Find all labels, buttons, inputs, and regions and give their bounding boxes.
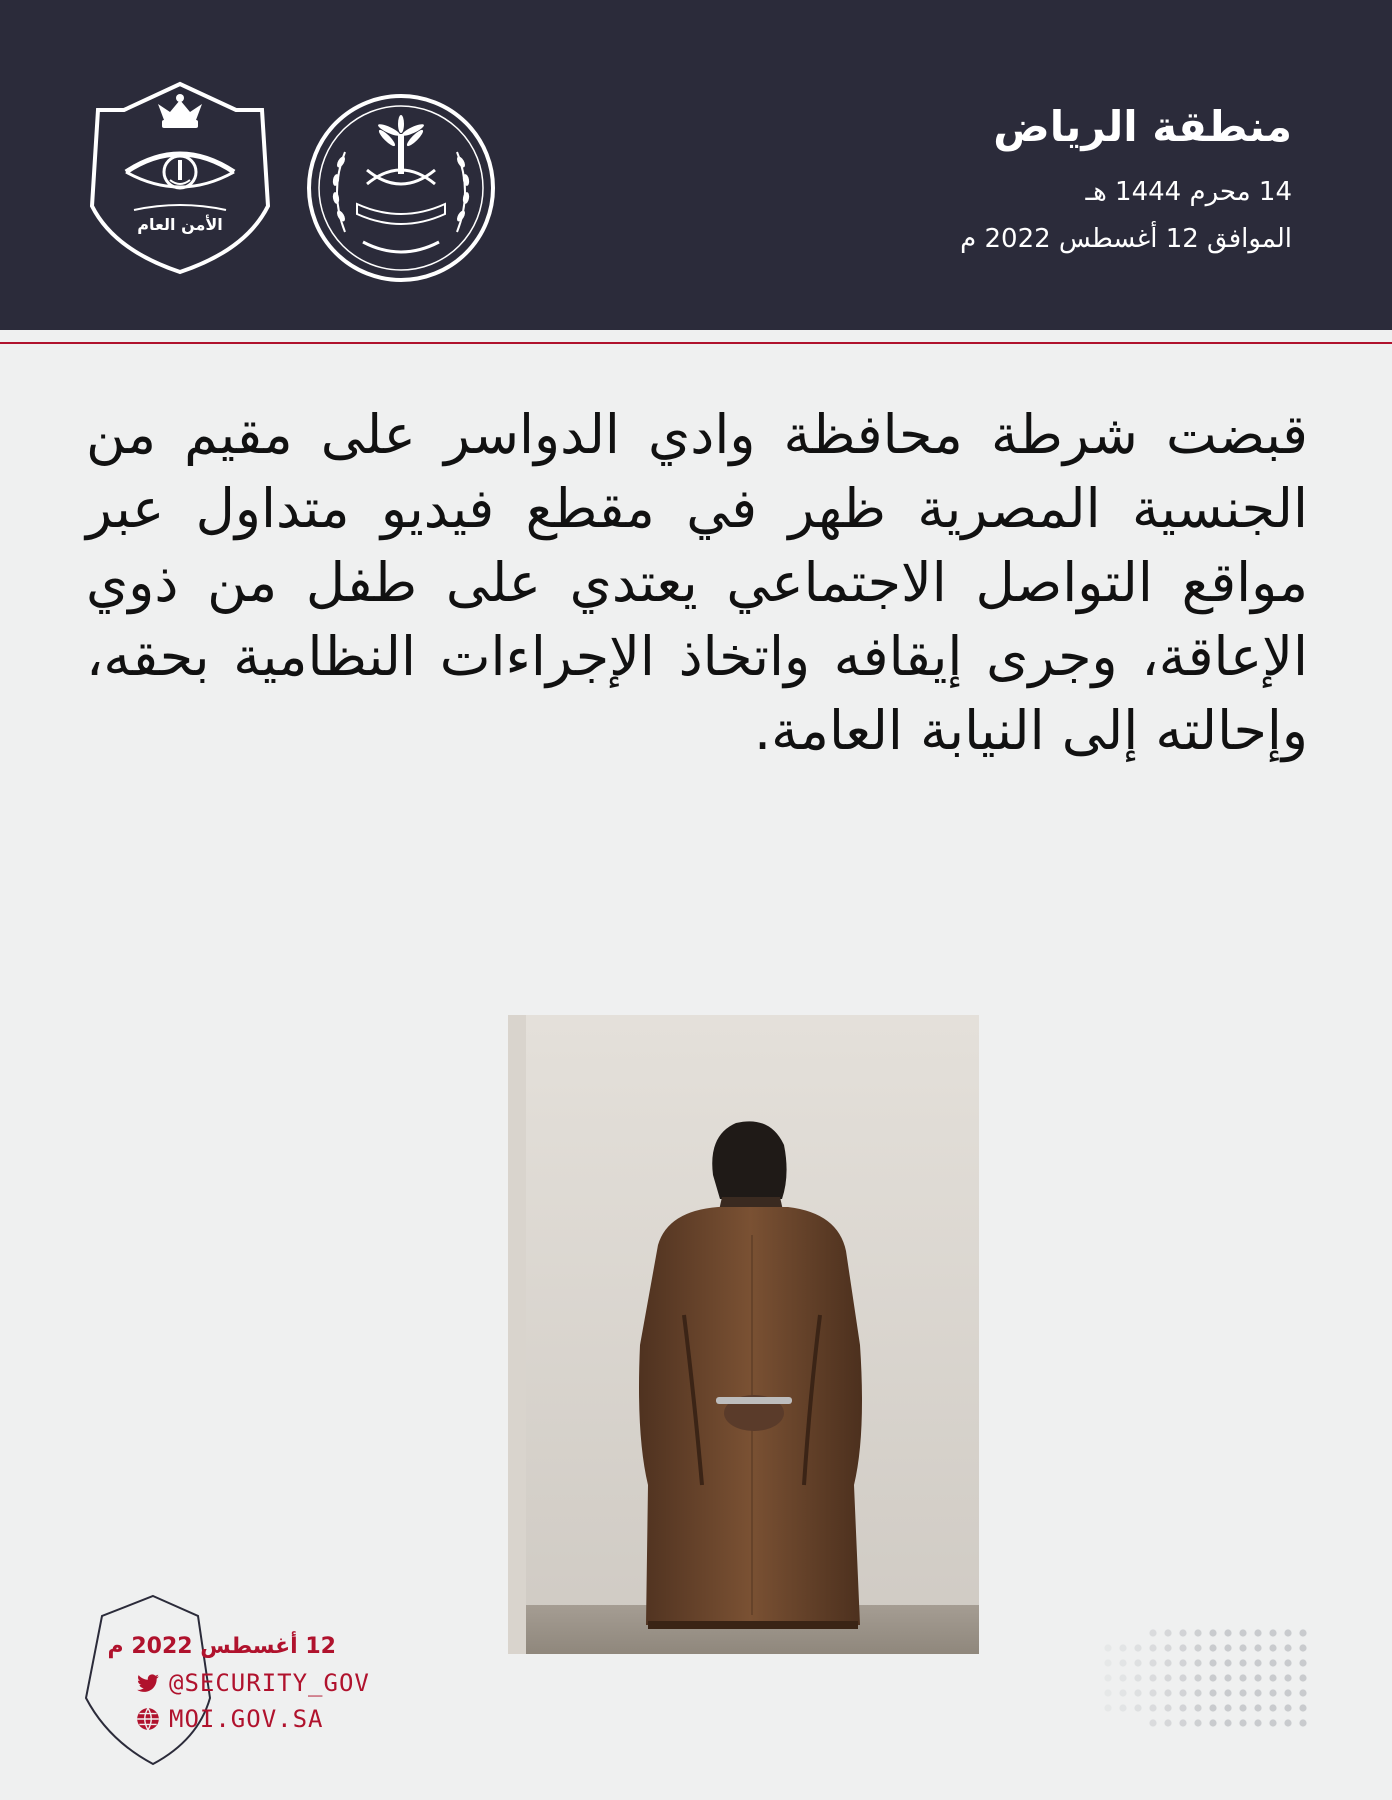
pattern-dot [1164,1689,1171,1696]
pattern-dot [1239,1719,1246,1726]
pattern-dot [1269,1629,1276,1636]
pattern-dot [1254,1689,1261,1696]
palm-swords-seal-icon [305,92,497,284]
pattern-dot [1119,1704,1126,1711]
pattern-dot [1164,1674,1171,1681]
pattern-dot [1134,1704,1141,1711]
pattern-dot [1164,1644,1171,1651]
pattern-dot [1164,1659,1171,1666]
pattern-dot [1284,1659,1291,1666]
pattern-dot [1224,1629,1231,1636]
pattern-dot [1194,1704,1201,1711]
pattern-dot [1119,1674,1126,1681]
pattern-dot [1254,1719,1261,1726]
pattern-dot [1164,1719,1171,1726]
pattern-dot [1149,1659,1156,1666]
pattern-dot [1149,1674,1156,1681]
pattern-dot [1194,1719,1201,1726]
pattern-dot [1209,1644,1216,1651]
pattern-dot [1239,1644,1246,1651]
pattern-dot [1194,1689,1201,1696]
gregorian-date: الموافق 12 أغسطس 2022 م [960,224,1292,254]
pattern-dot [1179,1719,1186,1726]
pattern-dot [1269,1644,1276,1651]
pattern-dot [1299,1689,1306,1696]
pattern-dot [1254,1674,1261,1681]
pattern-dot [1269,1719,1276,1726]
pattern-dot [1269,1659,1276,1666]
pattern-dot [1209,1704,1216,1711]
pattern-dot [1149,1689,1156,1696]
pattern-dot [1104,1674,1111,1681]
pattern-dot [1299,1629,1306,1636]
pattern-dot [1239,1689,1246,1696]
pattern-dot [1194,1674,1201,1681]
pattern-dot [1104,1659,1111,1666]
emblem-label: الأمن العام [137,215,223,234]
website-url: MOI.GOV.SA [169,1705,324,1733]
twitter-handle: @SECURITY_GOV [169,1669,370,1697]
pattern-dot [1179,1644,1186,1651]
pattern-dot [1134,1644,1141,1651]
pattern-dot [1299,1659,1306,1666]
announcement-text: قبضت شرطة محافظة وادي الدواسر على مقيم من الجنسية المصرية ظهر في مقطع فيديو متداول عبر مواقع التواصل الاجتماعي يعتدي على طفل من ذوي الإعاقة، وجرى إيقافه واتخاذ الإجراءات النظامية بحقه، وإحالته إلى النيابة العامة. [86,403,1308,762]
pattern-dot [1254,1704,1261,1711]
pattern-dot [1254,1659,1261,1666]
pattern-dot [1299,1674,1306,1681]
pattern-dot [1224,1644,1231,1651]
pattern-dot [1209,1629,1216,1636]
pattern-dot [1224,1674,1231,1681]
pattern-dot [1284,1704,1291,1711]
pattern-dot [1119,1659,1126,1666]
pattern-dot [1224,1659,1231,1666]
pattern-dot [1104,1689,1111,1696]
pattern-dot [1104,1704,1111,1711]
pattern-dot [1149,1704,1156,1711]
footer-twitter[interactable] [135,1668,370,1698]
pattern-dot [1284,1644,1291,1651]
eye-crown-shield-icon [86,80,274,276]
pattern-dot [1134,1689,1141,1696]
pattern-dot [1119,1689,1126,1696]
pattern-dot [1149,1629,1156,1636]
pattern-dot [1254,1644,1261,1651]
pattern-dot [1284,1719,1291,1726]
pattern-dot [1284,1629,1291,1636]
pattern-dot [1194,1629,1201,1636]
pattern-dot [1134,1659,1141,1666]
pattern-dot [1254,1629,1261,1636]
pattern-dot [1164,1629,1171,1636]
footer-website[interactable] [135,1704,324,1734]
pattern-dot [1269,1689,1276,1696]
pattern-dot [1284,1674,1291,1681]
pattern-dot [1164,1704,1171,1711]
pattern-dot [1224,1719,1231,1726]
pattern-dot [1209,1674,1216,1681]
pattern-dot [1284,1689,1291,1696]
dotted-pattern-icon [1100,1625,1320,1730]
pattern-dot [1269,1704,1276,1711]
pattern-dot [1239,1674,1246,1681]
pattern-dot [1209,1689,1216,1696]
header-divider [0,342,1392,344]
pattern-dot [1104,1644,1111,1651]
pattern-dot [1269,1674,1276,1681]
pattern-dot [1299,1644,1306,1651]
twitter-icon [135,1670,161,1696]
pattern-dot [1224,1689,1231,1696]
detainee-photo [508,1015,979,1654]
pattern-dot [1209,1659,1216,1666]
globe-icon [135,1706,161,1732]
pattern-dot [1149,1719,1156,1726]
pattern-dot [1179,1704,1186,1711]
pattern-dot [1299,1719,1306,1726]
pattern-dot [1239,1659,1246,1666]
pattern-dot [1179,1659,1186,1666]
pattern-dot [1224,1704,1231,1711]
pattern-dot [1179,1689,1186,1696]
pattern-dot [1299,1704,1306,1711]
pattern-dot [1239,1629,1246,1636]
footer-date: 12 أغسطس 2022 م [107,1634,336,1659]
pattern-dot [1209,1719,1216,1726]
hijri-date: 14 محرم 1444 هـ [1085,177,1292,207]
region-title: منطقة الرياض [993,102,1292,151]
pattern-dot [1134,1674,1141,1681]
pattern-dot [1194,1659,1201,1666]
pattern-dot [1194,1644,1201,1651]
pattern-dot [1149,1644,1156,1651]
pattern-dot [1179,1674,1186,1681]
pattern-dot [1239,1704,1246,1711]
pattern-dot [1119,1644,1126,1651]
pattern-dot [1179,1629,1186,1636]
